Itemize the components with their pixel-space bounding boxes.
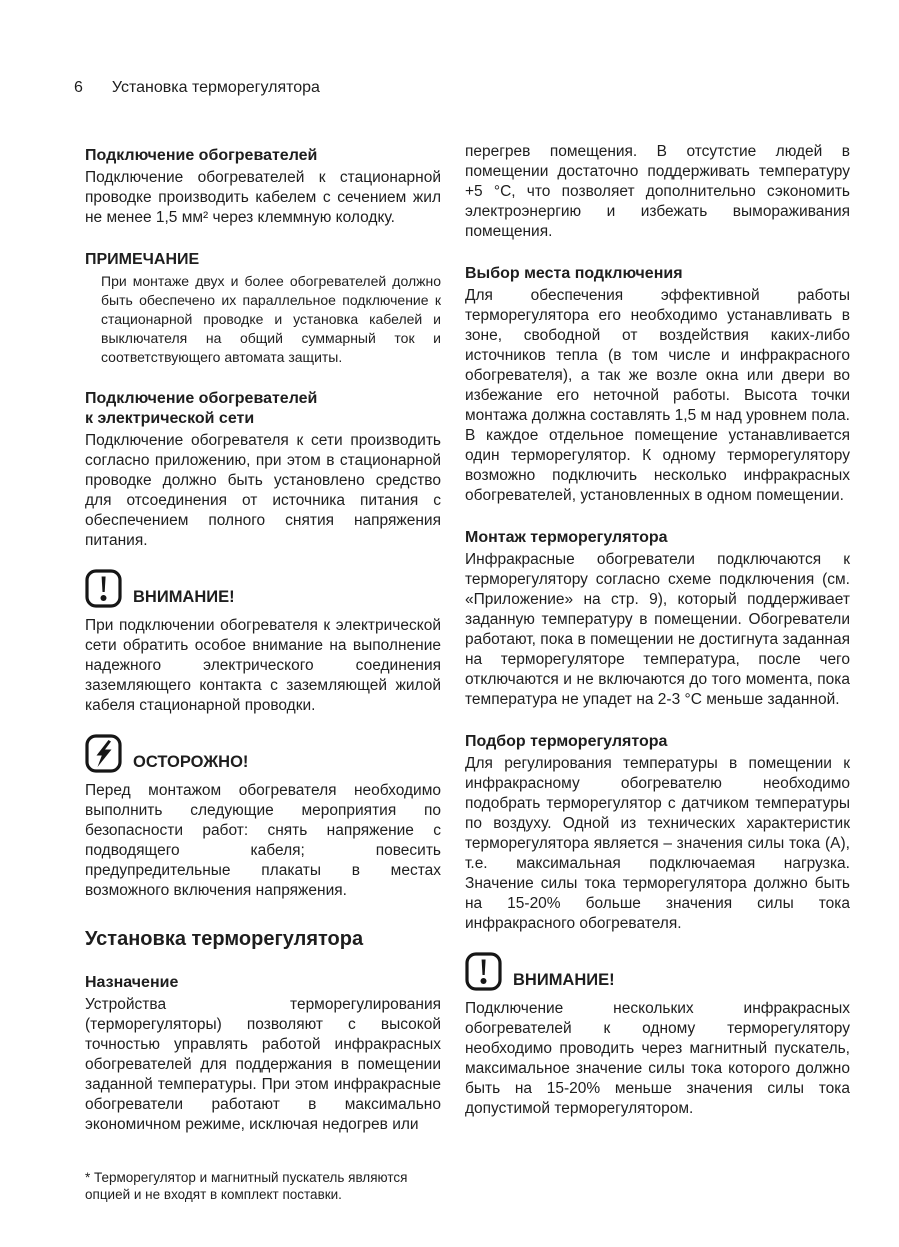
heading-thermostat-selection: Подбор терморегулятора <box>465 733 668 750</box>
paragraph-location-choice: Для обеспечения эффективной работы терморегулятора его необходимо устанавливать в зоне, свободной от воздействия каких-либо источников тепла (в том числе и инфракрасного обогревателя), а так же возле окна или двери во избежание его неточной работы. Высота точки монтажа должна составлять 1,5 м над уровнем пола. В каждое отдельное помещение устанавливается один терморегулятор. К одному терморегулятору возможно подключить несколько инфракрасных обогревателей, установленных в одном помещении. <box>465 287 850 504</box>
footnote: * Терморегулятор и магнитный пускатель являются опцией и не входят в комплект поставки. <box>85 1170 408 1202</box>
exclamation-icon <box>465 952 502 991</box>
right-column <box>465 142 850 1119</box>
attention-callout <box>85 569 441 608</box>
running-head <box>74 78 850 98</box>
heading-purpose: Назначение <box>85 974 179 991</box>
chapter-heading-thermostat-installation: Установка терморегулятора <box>85 928 364 950</box>
heading-heaters-connection: Подключение обогревателей <box>85 147 318 164</box>
caution-callout <box>85 734 441 773</box>
caution-label: ОСТОРОЖНО! <box>133 753 249 771</box>
attention-label-right: ВНИМАНИЕ! <box>513 971 615 989</box>
two-column-layout <box>85 142 850 1203</box>
heading-note: ПРИМЕЧАНИЕ <box>85 251 200 268</box>
page-number: 6 <box>74 79 83 96</box>
paragraph-mains-connection: Подключение обогревателя к сети производить согласно приложению, при этом в стационарной проводке должно быть установлено средство для отсоединения от источника питания с обеспечением полного снятия напряжения питания. <box>85 432 441 549</box>
heading-mains-connection-line2: к электрической сети <box>85 410 255 427</box>
paragraph-heaters-connection: Подключение обогревателей к стационарной проводке производить кабелем с сечением жил не менее 1,5 мм² через клеммную колодку. <box>85 169 441 226</box>
heading-thermostat-mounting: Монтаж терморегулятора <box>465 529 668 546</box>
paragraph-attention-right: Подключение нескольких инфракрасных обогревателей к одному терморегулятору необходимо проводить через магнитный пускатель, максимальное значение силы тока которого должно быть на 15-20% меньше значения силы тока допустимой терморегулятором. <box>465 1000 850 1117</box>
heading-mains-connection-line1: Подключение обогревателей <box>85 390 318 407</box>
paragraph-note: При монтаже двух и более обогревателей должно быть обеспечено их параллельное подключение к стационарной проводке и установка кабелей и выключателя на общий суммарный ток и соответствующего автомата защиты. <box>101 273 441 365</box>
paragraph-purpose-continued: перегрев помещения. В отсутстие людей в помещении достаточно поддерживать температуру +5 °С, что позволяет дополнительно сэкономить электроэнергию и избежать вымораживания помещения. <box>465 143 850 240</box>
attention-callout-right <box>465 952 850 991</box>
left-column <box>85 142 441 1203</box>
paragraph-attention: При подключении обогревателя к электрической сети обратить особое внимание на выполнение надежного электрического соединения заземляющего контакта с заземляющей жилой кабеля стационарной проводки. <box>85 617 441 714</box>
paragraph-purpose: Устройства терморегулирования (терморегуляторы) позволяют с высокой точностью управлять работой инфракрасных обогревателей для поддержания в помещении заданной температуры. При этом инфракрасные обогреватели работают в максимально экономичном режиме, исключая недогрев или <box>85 996 441 1133</box>
attention-label: ВНИМАНИЕ! <box>133 588 235 606</box>
paragraph-caution: Перед монтажом обогревателя необходимо выполнить следующие мероприятия по безопасности работ: снять напряжение с подводящего кабеля; повесить предупредительные плакаты в местах возможного включения напряжения. <box>85 782 441 899</box>
heading-location-choice: Выбор места подключения <box>465 265 683 282</box>
running-head-title: Установка терморегулятора <box>111 79 320 96</box>
paragraph-thermostat-selection: Для регулирования температуры в помещении к инфракрасному обогревателю необходимо подобрать терморегулятор с датчиком температуры по воздуху. Одной из технических характеристик терморегулятора является – значения силы тока (А), т.е. максимальная подключаемая нагрузка. Значение силы тока терморегулятора должно быть на 15-20% больше значения силы тока инфракрасного обогревателя. <box>465 755 850 932</box>
exclamation-icon <box>85 569 122 608</box>
paragraph-thermostat-mounting: Инфракрасные обогреватели подключаются к терморегулятору согласно схеме подключения (см. «Приложение» на стр. 9), который поддерживает заданную температуру в помещении. Обогреватели работают, пока в помещении не достигнута заданная на терморегуляторе температура, после чего отключаются и не включаются до того момента, пока температура не упадет на 2-3 °С меньше заданной. <box>465 551 850 708</box>
lightning-icon <box>85 734 122 773</box>
